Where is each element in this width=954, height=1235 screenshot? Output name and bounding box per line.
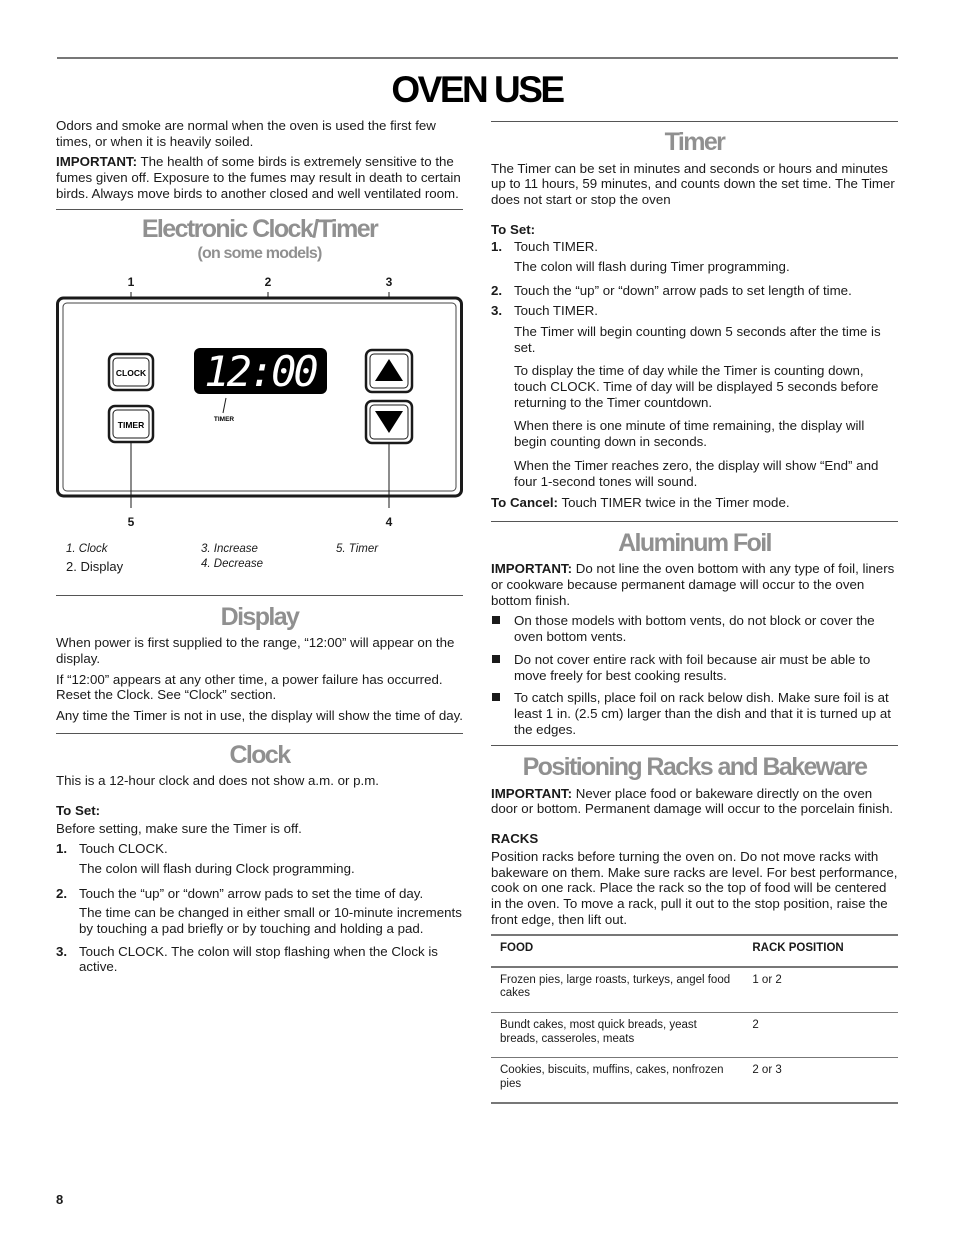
foil-important (491, 561, 898, 608)
electronic-clock-section (56, 216, 463, 580)
step-text: Touch TIMER. (514, 303, 598, 319)
callout-3: 3 (385, 274, 393, 289)
diagram-legend (56, 537, 463, 581)
step-number: 2. (56, 885, 68, 901)
column-header-food: FOOD (491, 935, 743, 967)
bullet-text: On those models with bottom vents, do not block or cover the oven bottom vents. (514, 613, 875, 645)
foil-title: Aluminum Foil (618, 528, 771, 557)
table-row (491, 1058, 898, 1104)
display-readout: 12:00 (204, 346, 316, 396)
bullet-text: To catch spills, place foil on rack below dish. Make sure foil is at least 1 in. (2.5 cm) larger than the dish and that it is turned up at the edges. (514, 690, 891, 737)
control-panel-svg (56, 272, 463, 537)
step-number: 1. (56, 841, 68, 857)
bullet-text: Do not cover entire rack with foil because air must be able to move freely for best cooking results. (514, 651, 871, 683)
callout-1: 1 (127, 274, 135, 289)
step-detail: The colon will flash during Clock programming. (79, 861, 355, 876)
clock-section (56, 742, 463, 975)
intro-paragraph: Odors and smoke are normal when the oven is used the first few times, or when it is heavily soiled. (56, 118, 436, 149)
racks-important (491, 786, 898, 817)
racks-section (491, 754, 898, 1104)
racks-paragraph: Position racks before turning the oven on. Do not move racks with bakeware on them. Make sure racks are level. For best performance, cook on one rack. Place the rack so the top of food will be centered in the oven. To move a rack, pull it out to the stop position, raise the front edge, then lift out. (491, 848, 898, 927)
table-cell: 2 or 3 (743, 1058, 898, 1104)
legend-item-display: 2. Display (66, 558, 124, 574)
section-divider (491, 521, 898, 522)
foil-bullets (491, 613, 898, 737)
decrease-button[interactable] (366, 401, 412, 443)
timer-button[interactable] (109, 406, 153, 442)
page-title: OVEN USE (391, 69, 563, 110)
intro-section (56, 118, 463, 201)
legend-item-increase: 3. Increase (201, 542, 258, 555)
timer-paragraph: The Timer can be set in minutes and seconds or hours and minutes up to 11 hours, 59 minutes, and counts down the set time. The Timer does not start or stop the oven (491, 160, 895, 207)
step-number: 3. (491, 303, 503, 319)
foil-section (491, 530, 898, 737)
cancel-text: Touch TIMER twice in the Timer mode. (557, 495, 790, 511)
display-paragraph: If “12:00” appears at any other time, a power failure has occurred. Reset the Clock. See “Clock” section. (56, 671, 443, 703)
increase-button[interactable] (366, 350, 412, 392)
clock-steps (56, 841, 463, 975)
clock-paragraph: This is a 12-hour clock and does not show a.m. or p.m. (56, 773, 379, 789)
table-cell: Cookies, biscuits, muffins, cakes, nonfrozen pies (491, 1058, 743, 1104)
table-cell: Bundt cakes, most quick breads, yeast breads, casseroles, meats (491, 1012, 743, 1057)
step-text: Touch TIMER. (514, 239, 598, 255)
display-title: Display (220, 602, 299, 631)
list-item (491, 303, 898, 489)
step-detail: The colon will flash during Timer programming. (514, 258, 790, 274)
digital-display (194, 347, 327, 396)
step-text: Touch the “up” or “down” arrow pads to set the time of day. (79, 885, 424, 901)
step-number: 1. (491, 239, 503, 255)
timer-button-label: TIMER (117, 419, 145, 430)
step-text: Touch CLOCK. (79, 841, 168, 857)
clock-button-label: CLOCK (115, 367, 147, 378)
display-paragraph: Any time the Timer is not in use, the display will show the time of day. (56, 708, 463, 724)
birds-warning-text: The health of some birds is extremely sensitive to the fumes given off. Exposure to the fumes may result in death to certain birds. Always move birds to another closed and well ventilated room. (56, 154, 461, 201)
important-label: IMPORTANT: (56, 154, 138, 170)
clock-before-setting: Before setting, make sure the Timer is off. (56, 820, 302, 836)
step-number: 2. (491, 282, 503, 298)
list-item (491, 239, 898, 274)
bullet-square-icon (492, 616, 500, 624)
section-divider (56, 595, 463, 596)
electronic-clock-subtitle: (on some models) (197, 244, 322, 262)
list-item (56, 944, 463, 975)
step-detail: When the Timer reaches zero, the display will show “End” and four 1-second tones will sound. (514, 457, 879, 489)
table-cell: 2 (743, 1012, 898, 1057)
section-divider (56, 733, 463, 734)
section-divider (56, 209, 463, 210)
step-detail: The Timer will begin counting down 5 seconds after the time is set. (514, 324, 881, 355)
display-paragraph: When power is first supplied to the range, “12:00” will appear on the display. (56, 635, 455, 666)
step-detail: To display the time of day while the Timer is counting down, touch CLOCK. Time of day will be displayed 5 seconds before returning to the Timer countdown. (514, 363, 879, 410)
table-row (491, 967, 898, 1013)
list-item (491, 690, 898, 737)
step-text: Touch CLOCK. The colon will stop flashing when the Clock is active. (79, 943, 438, 975)
bullet-square-icon (492, 655, 500, 663)
cancel-label: To Cancel: (491, 495, 558, 511)
list-item (56, 841, 463, 876)
clock-to-set-heading: To Set: (56, 802, 101, 818)
step-detail: The time can be changed in either small or 10-minute increments by touching a pad briefly or by touching and holding a pad. (79, 905, 462, 937)
racks-title: Positioning Racks and Bakeware (522, 753, 867, 782)
birds-warning (56, 154, 463, 201)
table-header-row (491, 935, 898, 967)
timer-title: Timer (664, 128, 725, 156)
left-column (56, 118, 463, 980)
control-panel-diagram (56, 272, 463, 537)
callout-4: 4 (385, 514, 393, 529)
timer-indicator-label: TIMER (213, 415, 235, 423)
list-item (491, 613, 898, 644)
callout-5: 5 (127, 514, 135, 529)
list-item (491, 652, 898, 683)
display-section (56, 604, 463, 724)
clock-button[interactable] (109, 354, 153, 390)
callout-2: 2 (264, 274, 272, 289)
racks-heading: RACKS (491, 831, 539, 847)
timer-section (491, 129, 898, 511)
rack-position-table (491, 934, 898, 1104)
section-divider (491, 745, 898, 746)
timer-steps (491, 239, 898, 489)
racks-important-text: Never place food or bakeware directly on the oven door or bottom. Permanent damage will occur to the porcelain finish. (491, 785, 894, 817)
step-detail: When there is one minute of time remaining, the display will begin counting down in seconds. (514, 418, 865, 450)
panel-frame (58, 298, 462, 496)
legend-item-clock: 1. Clock (66, 542, 108, 555)
clock-title: Clock (229, 740, 290, 769)
timer-cancel (491, 495, 898, 511)
page-number: 8 (56, 1192, 64, 1207)
table-cell: Frozen pies, large roasts, turkeys, angel food cakes (491, 967, 743, 1013)
table-cell: 1 or 2 (743, 967, 898, 1013)
bullet-square-icon (492, 693, 500, 701)
step-text: Touch the “up” or “down” arrow pads to set length of time. (514, 282, 852, 298)
step-number: 3. (56, 943, 68, 959)
timer-to-set-heading: To Set: (491, 221, 536, 237)
legend-item-timer: 5. Timer (336, 542, 379, 555)
column-header-rack-position: RACK POSITION (743, 935, 898, 967)
legend-item-decrease: 4. Decrease (201, 557, 264, 570)
top-rule (57, 57, 898, 59)
important-label: IMPORTANT: (491, 561, 573, 577)
list-item (491, 283, 898, 299)
section-divider (491, 121, 898, 122)
table-row (491, 1012, 898, 1057)
foil-important-text: Do not line the oven bottom with any type of foil, liners or cookware because permanent damage will occur to the oven bottom finish. (491, 561, 895, 608)
right-column (491, 118, 898, 1104)
electronic-clock-title: Electronic Clock/Timer (141, 215, 378, 244)
list-item (56, 886, 463, 937)
important-label: IMPORTANT: (491, 785, 573, 801)
